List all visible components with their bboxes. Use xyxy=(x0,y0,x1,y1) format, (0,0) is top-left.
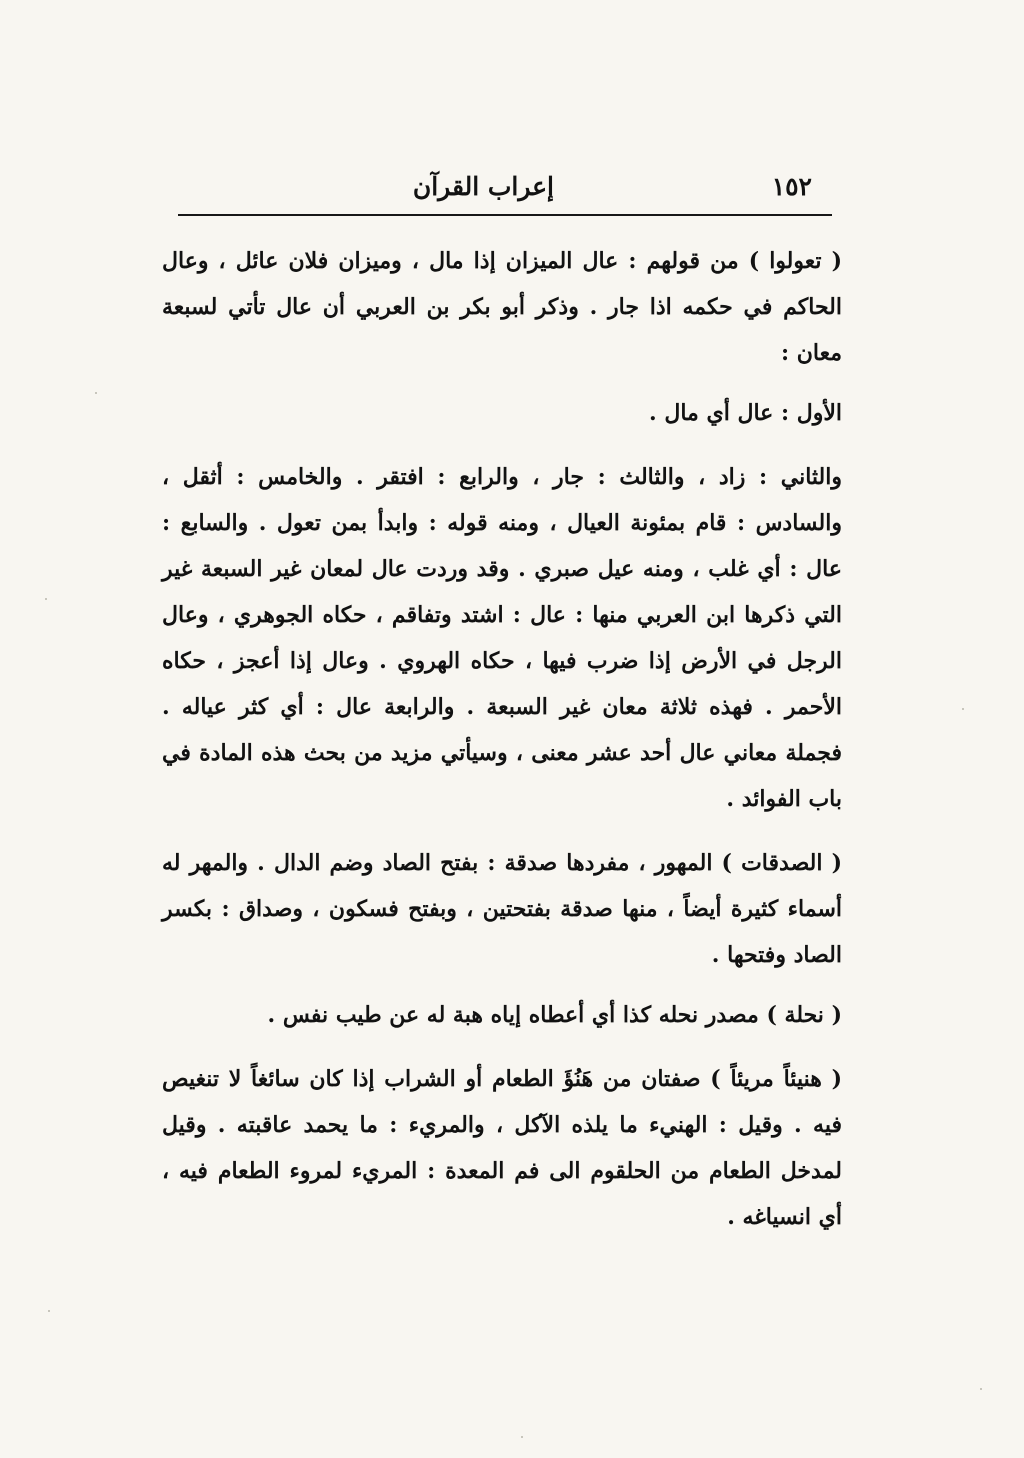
scan-speck xyxy=(45,598,47,600)
paragraph-sadaqat: ( الصدقات ) المهور ، مفردها صدقة : بفتح الصاد وضم الدال . والمهر له أسماء كثيرة أيضاً ، منها صدقة بفتحتين ، وبفتح فسكون ، وصداق : بكسر الصاد وفتحها . xyxy=(162,850,842,968)
scan-speck xyxy=(980,1388,982,1390)
page-number: ١٥٢ xyxy=(771,172,812,201)
paragraph-first-meaning: الأول : عال أي مال . xyxy=(649,400,842,426)
scan-speck xyxy=(95,392,97,394)
page-header xyxy=(178,166,830,208)
page-body xyxy=(162,238,842,1288)
paragraph-meanings: والثاني : زاد ، والثالث : جار ، والرابع : افتقر . والخامس : أثقل ، والسادس : قام بمئونة العيال ، ومنه قوله : وابدأ بمن تعول . والسابع : عال : أي غلب ، ومنه عيل صبري . وقد وردت عال لمعان غير السبعة غير التي ذكرها ابن العربي منها : عال : اشتد وتفاقم ، حكاه الجوهري ، وعال الرجل في الأرض إذا ضرب فيها ، حكاه الهروي . وعال إذا أعجز ، حكاه الأحمر . فهذه ثلاثة معان غير السبعة . والرابعة عال : أي كثر عياله . فجملة معاني عال أحد عشر معنى ، وسيأتي مزيد من بحث هذه المادة في باب الفوائد . xyxy=(162,464,842,812)
paragraph-taoulu: ( تعولوا ) من قولهم : عال الميزان إذا مال ، وميزان فلان عائل ، وعال الحاكم في حكمه اذا جار . وذكر أبو بكر بن العربي أن عال تأتي لسبعة معان : xyxy=(162,248,842,366)
running-title: إعراب القرآن xyxy=(412,172,554,201)
paragraph-nihla: ( نحلة ) مصدر نحله كذا أي أعطاه إياه هبة له عن طيب نفس . xyxy=(267,1002,842,1028)
paragraph-hanian-marian: ( هنيئاً مريئاً ) صفتان من هَنُؤَ الطعام أو الشراب إذا كان سائغاً لا تنغيص فيه . وقيل : الهنيء ما يلذه الآكل ، والمريء : ما يحمد عاقبته . وقيل لمدخل الطعام من الحلقوم الى فم المعدة : المريء لمروء الطعام فيه ، أي انسياغه . xyxy=(162,1066,842,1230)
scan-speck xyxy=(962,708,964,710)
scan-speck xyxy=(48,1310,50,1312)
scan-speck xyxy=(521,1436,523,1438)
header-rule xyxy=(178,214,832,216)
